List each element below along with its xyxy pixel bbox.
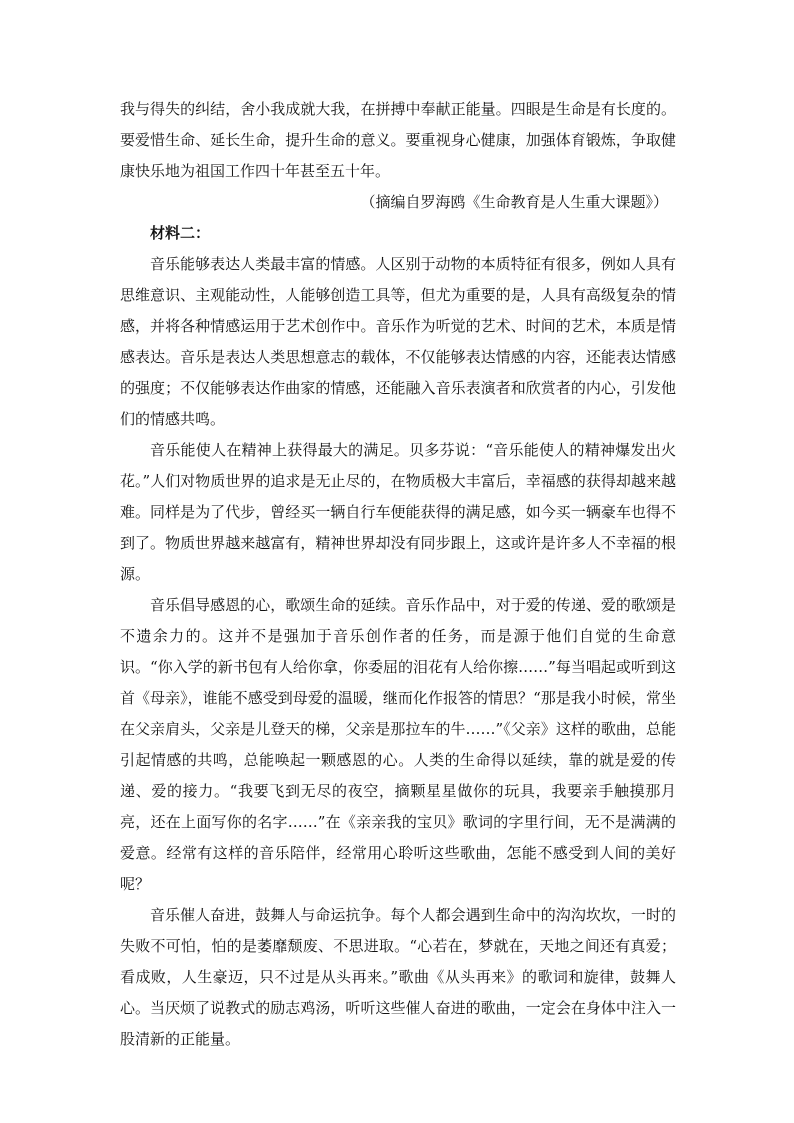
material-one-source: （摘编自罗海鸥《生命教育是人生重大课题》） <box>360 193 668 211</box>
paragraph-inspiration: 音乐催人奋进，鼓舞人与命运抗争。每个人都会遇到生命中的沟沟坎坎，一时的失败不可怕，怕的是萎靡颓废、不思进取。“心若在，梦就在，天地之间还有真爱；看成败，人生豪迈，只不过是从头再来。”歌曲《从头再来》的歌词和旋律，鼓舞人心。当厌烦了说教式的励志鸡汤，听听这些催人奋进的歌曲，一定会在身体中注入一股清新的正能量。 <box>120 906 676 1048</box>
paragraph-satisfaction: 音乐能使人在精神上获得最大的满足。贝多芬说：“音乐能使人的精神爆发出火花。”人们对物质世界的追求是无止尽的，在物质极大丰富后，幸福感的获得却越来越难。同样是为了代步，曾经买一辆自行车便能获得的满足感，如今买一辆豪车也得不到了。物质世界越来越富有，精神世界却没有同步跟上，这或许是许多人不幸福的根源。 <box>120 441 676 583</box>
material-two-heading: 材料二： <box>150 224 211 242</box>
document-page <box>120 94 676 1055</box>
paragraph-gratitude: 音乐倡导感恩的心，歌颂生命的延续。音乐作品中，对于爱的传递、爱的歌颂是不遗余力的。这并不是强加于音乐创作者的任务，而是源于他们自觉的生命意识。“你入学的新书包有人给你拿，你委屈的泪花有人给你擦……”每当唱起或听到这首《母亲》，谁能不感受到母爱的温暖，继而化作报答的情思？“那是我小时候，常坐在父亲肩头，父亲是儿登天的梯，父亲是那拉车的牛……”《父亲》这样的歌曲，总能引起情感的共鸣，总能唤起一颗感恩的心。人类的生命得以延续，靠的就是爱的传递、爱的接力。“我要飞到无尽的夜空，摘颗星星做你的玩具，我要亲手触摸那月亮，还在上面写你的名字……”在《亲亲我的宝贝》歌词的字里行间，无不是满满的爱意。经常有这样的音乐陪伴，经常用心聆听这些歌曲，怎能不感受到人间的美好呢？ <box>120 596 676 893</box>
material-one-tail-paragraph: 我与得失的纠结，舍小我成就大我，在拼搏中奉献正能量。四眼是生命是有长度的。要爱惜生命、延长生命，提升生命的意义。要重视身心健康，加强体育锻炼，争取健康快乐地为祖国工作四十年甚至五十年。 <box>120 100 676 180</box>
paragraph-emotion: 音乐能够表达人类最丰富的情感。人区别于动物的本质特征有很多，例如人具有思维意识、主观能动性，人能够创造工具等，但尤为重要的是，人具有高级复杂的情感，并将各种情感运用于艺术创作中。音乐作为听觉的艺术、时间的艺术，本质是情感表达。音乐是表达人类思想意志的载体，不仅能够表达情感的内容，还能表达情感的强度；不仅能够表达作曲家的情感，还能融入音乐表演者和欣赏者的内心，引发他们的情感共鸣。 <box>120 255 676 428</box>
